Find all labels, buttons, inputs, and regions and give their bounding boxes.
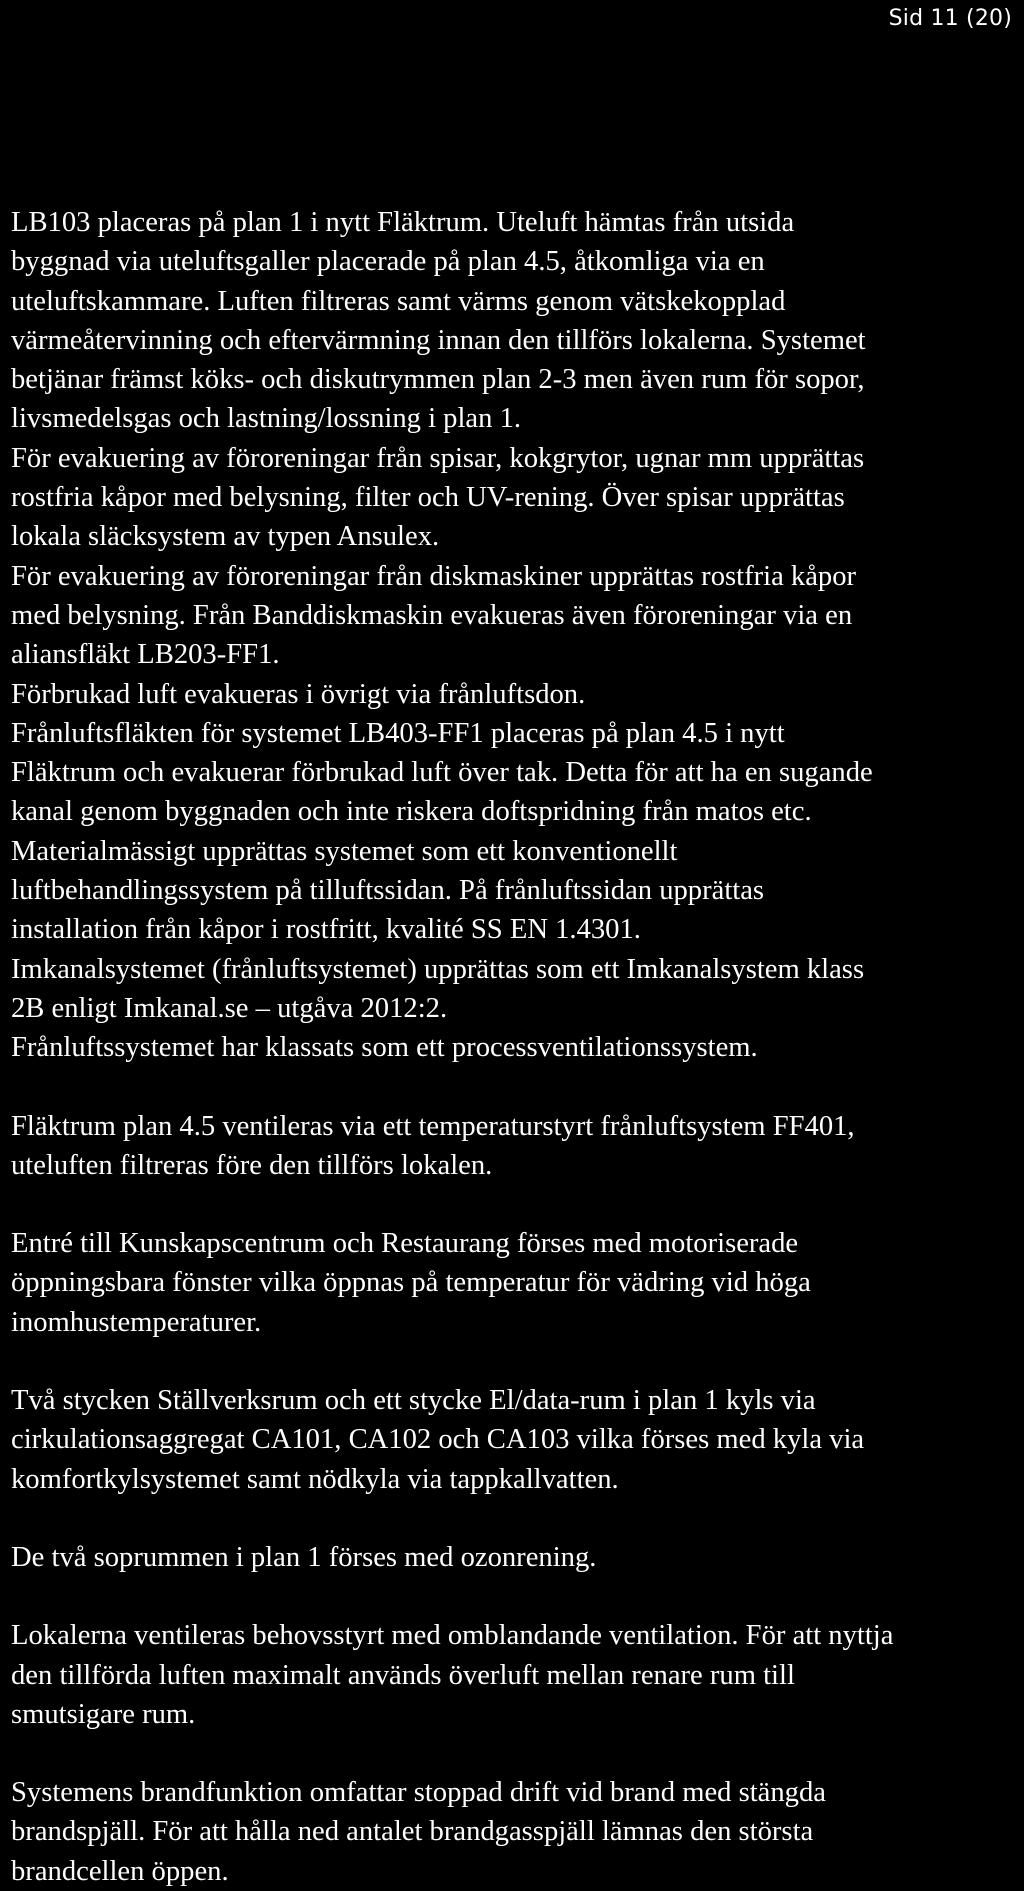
paragraph-gap (11, 1068, 1019, 1107)
text-line: Fläktrum och evakuerar förbrukad luft över tak. Detta för att ha en sugande (11, 756, 873, 789)
text-line: Systemens brandfunktion omfattar stoppad drift vid brand med stängda (11, 1776, 826, 1809)
text-line-wrap (11, 1146, 1019, 1185)
text-line-wrap (11, 832, 1019, 871)
text-line-wrap (11, 753, 1019, 792)
text-line: cirkulationsaggregat CA101, CA102 och CA103 vilka förses med kyla via (11, 1423, 865, 1456)
paragraph-gap (11, 1734, 1019, 1773)
text-line: inomhustemperaturer. (11, 1305, 262, 1338)
text-line: den tillförda luften maximalt används överluft mellan renare rum till (11, 1658, 795, 1691)
text-line-wrap (11, 399, 1019, 438)
text-line-wrap (11, 478, 1019, 517)
text-line: värmeåtervinning och eftervärmning innan den tillförs lokalerna. Systemet (11, 323, 866, 356)
paragraph (11, 1538, 1019, 1577)
text-line: För evakuering av föroreningar från spisar, kokgrytor, ugnar mm upprättas (11, 441, 865, 474)
text-line-wrap (11, 1538, 1019, 1577)
text-line-wrap (11, 360, 1019, 399)
text-line-wrap (11, 910, 1019, 949)
text-line-wrap (11, 242, 1019, 281)
text-line-wrap (11, 1263, 1019, 1302)
text-line-wrap (11, 1224, 1019, 1263)
text-line: rostfria kåpor med belysning, filter och UV-rening. Över spisar upprättas (11, 481, 845, 514)
text-line-wrap (11, 1695, 1019, 1734)
text-line-wrap (11, 714, 1019, 753)
paragraph (11, 1773, 1019, 1891)
paragraph (11, 1616, 1019, 1734)
text-line: livsmedelsgas och lastning/lossning i plan 1. (11, 402, 522, 435)
paragraph-gap (11, 1577, 1019, 1616)
text-line-wrap (11, 1852, 1019, 1891)
text-line-wrap (11, 439, 1019, 478)
text-line-wrap (11, 282, 1019, 321)
text-line-wrap (11, 203, 1019, 242)
text-line: komfortkylsystemet samt nödkyla via tappkallvatten. (11, 1462, 619, 1495)
text-line-wrap (11, 1420, 1019, 1459)
text-line-wrap (11, 675, 1019, 714)
text-line-wrap (11, 989, 1019, 1028)
text-line: 2B enligt Imkanal.se – utgåva 2012:2. (11, 991, 448, 1024)
text-line: med belysning. Från Banddiskmaskin evakueras även föroreningar via en (11, 598, 853, 631)
paragraph (11, 1381, 1019, 1499)
text-line-wrap (11, 517, 1019, 556)
text-line: byggnad via uteluftsgaller placerade på plan 4.5, åtkomliga via en (11, 245, 765, 278)
text-line: Lokalerna ventileras behovsstyrt med omblandande ventilation. För att nyttja (11, 1619, 894, 1652)
document-body (11, 203, 1019, 1891)
paragraph-gap (11, 1342, 1019, 1381)
paragraph (11, 203, 1019, 1068)
text-line-wrap (11, 1028, 1019, 1067)
text-line: luftbehandlingssystem på tilluftssidan. På frånluftssidan upprättas (11, 874, 765, 907)
text-line: kanal genom byggnaden och inte riskera doftspridning från matos etc. (11, 795, 812, 828)
page-number: Sid 11 (20) (888, 6, 1012, 31)
text-line-wrap (11, 1460, 1019, 1499)
text-line-wrap (11, 1812, 1019, 1851)
text-line: lokala släcksystem av typen Ansulex. (11, 520, 440, 553)
text-line: betjänar främst köks- och diskutrymmen plan 2-3 men även rum för sopor, (11, 363, 865, 396)
text-line-wrap (11, 1656, 1019, 1695)
text-line-wrap (11, 1303, 1019, 1342)
text-line-wrap (11, 321, 1019, 360)
text-line-wrap (11, 1107, 1019, 1146)
text-line: Entré till Kunskapscentrum och Restaurang förses med motoriserade (11, 1227, 799, 1260)
text-line: installation från kåpor i rostfritt, kvalité SS EN 1.4301. (11, 913, 641, 946)
paragraph (11, 1107, 1019, 1186)
text-line: LB103 placeras på plan 1 i nytt Fläktrum. Uteluft hämtas från utsida (11, 206, 795, 238)
text-line-wrap (11, 1773, 1019, 1812)
paragraph (11, 1224, 1019, 1342)
text-line-wrap (11, 871, 1019, 910)
text-line: De två soprummen i plan 1 förses med ozonrening. (11, 1540, 597, 1573)
text-line: brandcellen öppen. (11, 1854, 229, 1887)
text-line: Materialmässigt upprättas systemet som ett konventionellt (11, 834, 678, 867)
text-line: brandspjäll. För att hålla ned antalet brandgasspjäll lämnas den största (11, 1815, 814, 1848)
text-line: uteluftskammare. Luften filtreras samt värms genom vätskekopplad (11, 284, 786, 317)
text-line: Imkanalsystemet (frånluftsystemet) upprättas som ett Imkanalsystem klass (11, 952, 865, 985)
text-line-wrap (11, 557, 1019, 596)
text-line: smutsigare rum. (11, 1697, 196, 1730)
text-line-wrap (11, 1381, 1019, 1420)
text-line: Två stycken Ställverksrum och ett stycke El/data-rum i plan 1 kyls via (11, 1384, 816, 1417)
text-line: aliansfläkt LB203-FF1. (11, 638, 280, 671)
text-line-wrap (11, 950, 1019, 989)
text-line-wrap (11, 1616, 1019, 1655)
text-line-wrap (11, 635, 1019, 674)
text-line: Frånluftssystemet har klassats som ett processventilationssystem. (11, 1031, 758, 1064)
text-line-wrap (11, 792, 1019, 831)
paragraph-gap (11, 1499, 1019, 1538)
text-line: uteluften filtreras före den tillförs lokalen. (11, 1148, 493, 1181)
text-line: Förbrukad luft evakueras i övrigt via frånluftsdon. (11, 677, 586, 710)
text-line-wrap (11, 596, 1019, 635)
text-line: Frånluftsfläkten för systemet LB403-FF1 placeras på plan 4.5 i nytt (11, 716, 785, 749)
text-line: För evakuering av föroreningar från diskmaskiner upprättas rostfria kåpor (11, 559, 857, 592)
text-line: Fläktrum plan 4.5 ventileras via ett temperaturstyrt frånluftsystem FF401, (11, 1109, 855, 1142)
paragraph-gap (11, 1185, 1019, 1224)
text-line: öppningsbara fönster vilka öppnas på temperatur för vädring vid höga (11, 1266, 811, 1299)
